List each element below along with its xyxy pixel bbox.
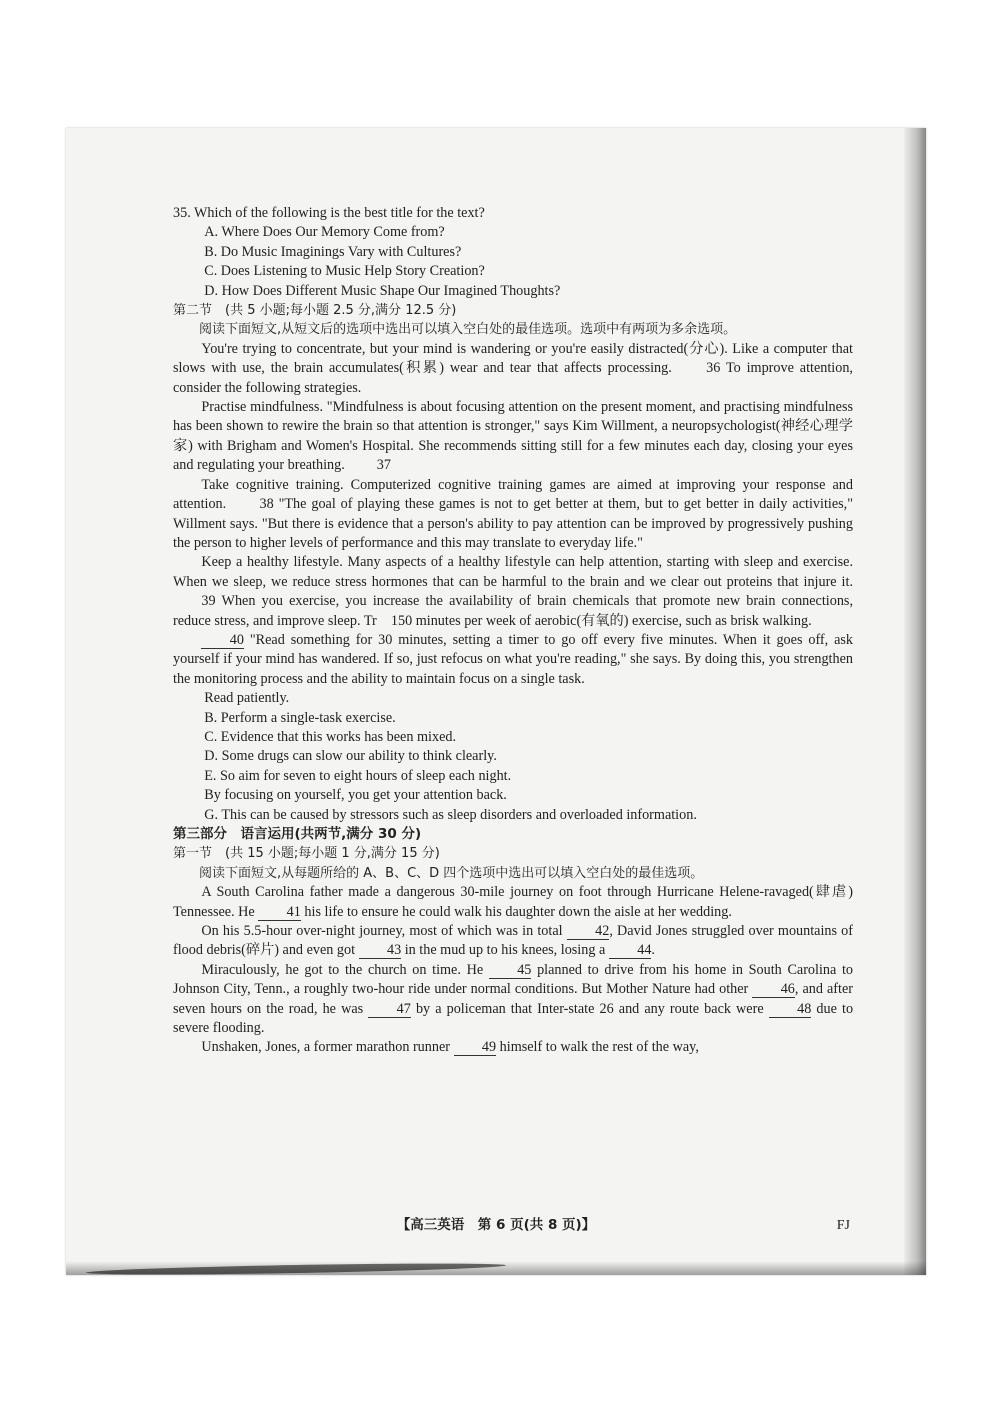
part3-heading: 第三部分 语言运用(共两节,满分 30 分) <box>173 826 422 842</box>
blank-45: 45 <box>489 962 532 979</box>
blank-39: 39 <box>201 593 216 610</box>
passage-paragraph-3 <box>173 476 853 554</box>
p1-text-a: You're trying to concentrate, but your mind is wandering or you're easily distracted(分心). Like a computer that slows with use, the brain accumulates(积累) wear and tear that affects processing. <box>173 340 853 377</box>
passage-paragraph-1 <box>173 340 853 398</box>
s2-option-c: C. Evidence that this works has been mixed. <box>204 728 457 745</box>
blank-47: 47 <box>368 1001 411 1018</box>
passage-paragraph-4 <box>173 553 853 631</box>
p4-text-b: When you exercise, you increase the availability of brain chemicals that promote new brain connections, reduce stress, and improve sleep. Tr 150 minutes per week of aerobic(有氧的) exercise, such as brisk walking. <box>173 593 853 629</box>
cloze-paragraph-2 <box>173 922 853 961</box>
c3-text-a: Miraculously, he got to the church on time. He <box>201 961 484 978</box>
exam-page <box>66 128 926 1275</box>
c3-text-e: due to severe flooding. <box>173 1000 854 1037</box>
section2-instruction: 阅读下面短文,从短文后的选项中选出可以填入空白处的最佳选项。选项中有两项为多余选项。 <box>199 322 737 338</box>
p2-text: Practise mindfulness. "Mindfulness is about focusing attention on the present moment, and practising mindfulness has been shown to rewire the brain so that attention is stronger," says Kim Willment, a neuropsychologist(神经心理学家) with Brigham and Women's Hospital. She recommends sitting still for a few minutes each day, closing your eyes and regulating your breathing. <box>173 399 853 474</box>
passage-paragraph-2 <box>173 398 853 476</box>
passage-paragraph-5 <box>173 631 853 689</box>
c3-text-b: planned to drive from his home in South Carolina to Johnson City, Tenn., a roughly two-hour ride under normal conditions. But Mother Nature had other <box>173 961 854 998</box>
blank-44: 44 <box>609 942 652 959</box>
c2-text-a: On his 5.5-hour over-night journey, most of which was in total <box>201 923 563 940</box>
q35-option-d: D. How Does Different Music Shape Our Imagined Thoughts? <box>204 282 561 299</box>
blank-48: 48 <box>769 1001 812 1018</box>
page-edge-shadow <box>904 128 926 1275</box>
c2-text-d: . <box>651 942 655 959</box>
page-content <box>173 204 853 1058</box>
s2-option-b: B. Perform a single-task exercise. <box>204 709 396 726</box>
c2-text-b: , David Jones struggled over mountains of flood debris(碎片) and even got <box>173 923 854 959</box>
s2-option-e: E. So aim for seven to eight hours of sleep each night. <box>204 767 512 784</box>
blank-37: 37 <box>376 457 391 474</box>
q35-option-c: C. Does Listening to Music Help Story Creation? <box>204 263 485 280</box>
blank-49: 49 <box>454 1039 497 1056</box>
blank-41: 41 <box>258 904 301 921</box>
c4-text-a: Unshaken, Jones, a former marathon runner <box>201 1039 450 1056</box>
cloze-paragraph-4 <box>173 1038 853 1057</box>
blank-36: 36 <box>706 360 721 377</box>
section2-heading: 第二节 (共 5 小题;每小题 2.5 分,满分 12.5 分) <box>173 303 457 319</box>
s2-option-f: By focusing on yourself, you get your attention back. <box>204 787 507 804</box>
c1-text-a: A South Carolina father made a dangerous 30-mile journey on foot through Hurricane Helene-ravaged(肆虐) Tennessee. He <box>173 884 853 920</box>
c3-text-d: by a policeman that Inter-state 26 and any route back were <box>415 1000 764 1017</box>
exam-code: FJ <box>836 1218 850 1233</box>
s2-option-d: D. Some drugs can slow our ability to think clearly. <box>204 748 497 765</box>
c3-text-c: , and after seven hours on the road, he was <box>173 981 853 1017</box>
s2-option-a: Read patiently. <box>204 690 290 707</box>
cloze-paragraph-1 <box>173 883 853 922</box>
p1-text-b: To improve attention, consider the following strategies. <box>173 360 853 396</box>
p4-text-a: Keep a healthy lifestyle. Many aspects of a healthy lifestyle can help attention, starting with sleep and exercise. When we sleep, we reduce stress hormones that can be harmful to the brain and we clear out proteins that injure it. <box>173 554 853 590</box>
blank-42: 42 <box>567 923 610 940</box>
q35-option-b: B. Do Music Imaginings Vary with Cultures? <box>204 243 462 260</box>
part3-sub-heading: 第一节 (共 15 小题;每小题 1 分,满分 15 分) <box>173 846 440 862</box>
p5-text: "Read something for 30 minutes, setting a timer to go off every five minutes. When it goes off, ask yourself if your mind has wandered. If so, just refocus on what you're reading," she says. By doing this, you strengthen the monitoring process and the ability to maintain focus on a single task. <box>173 631 853 687</box>
cloze-paragraph-3 <box>173 961 853 1039</box>
page-footer: 【高三英语 第 6 页(共 8 页)】 <box>396 1217 596 1233</box>
p3-text-b: "The goal of playing these games is not to get better at them, but to get better in daily activities," Willment says. "But there is evidence that a person's ability to pay attention can be improved by progressively pushing the person to higher levels of performance and this may translate to everyday life." <box>173 496 853 551</box>
c4-text-b: himself to walk the rest of the way, <box>499 1039 699 1056</box>
blank-38: 38 <box>259 496 274 513</box>
p3-text-a: Take cognitive training. Computerized cognitive training games are aimed at improving your response and attention. <box>173 476 853 513</box>
question-35: 35. Which of the following is the best title for the text? <box>173 205 485 221</box>
blank-43: 43 <box>359 942 402 959</box>
c2-text-c: in the mud up to his knees, losing a <box>404 942 606 959</box>
q35-option-a: A. Where Does Our Memory Come from? <box>204 224 445 241</box>
blank-46: 46 <box>752 981 795 998</box>
s2-option-g: G. This can be caused by stressors such as sleep disorders and overloaded information. <box>204 806 697 823</box>
part3-instruction: 阅读下面短文,从每题所给的 A、B、C、D 四个选项中选出可以填入空白处的最佳选项。 <box>199 865 704 881</box>
c1-text-b: his life to ensure he could walk his daughter down the aisle at her wedding. <box>304 903 732 920</box>
blank-40: 40 <box>201 632 244 649</box>
